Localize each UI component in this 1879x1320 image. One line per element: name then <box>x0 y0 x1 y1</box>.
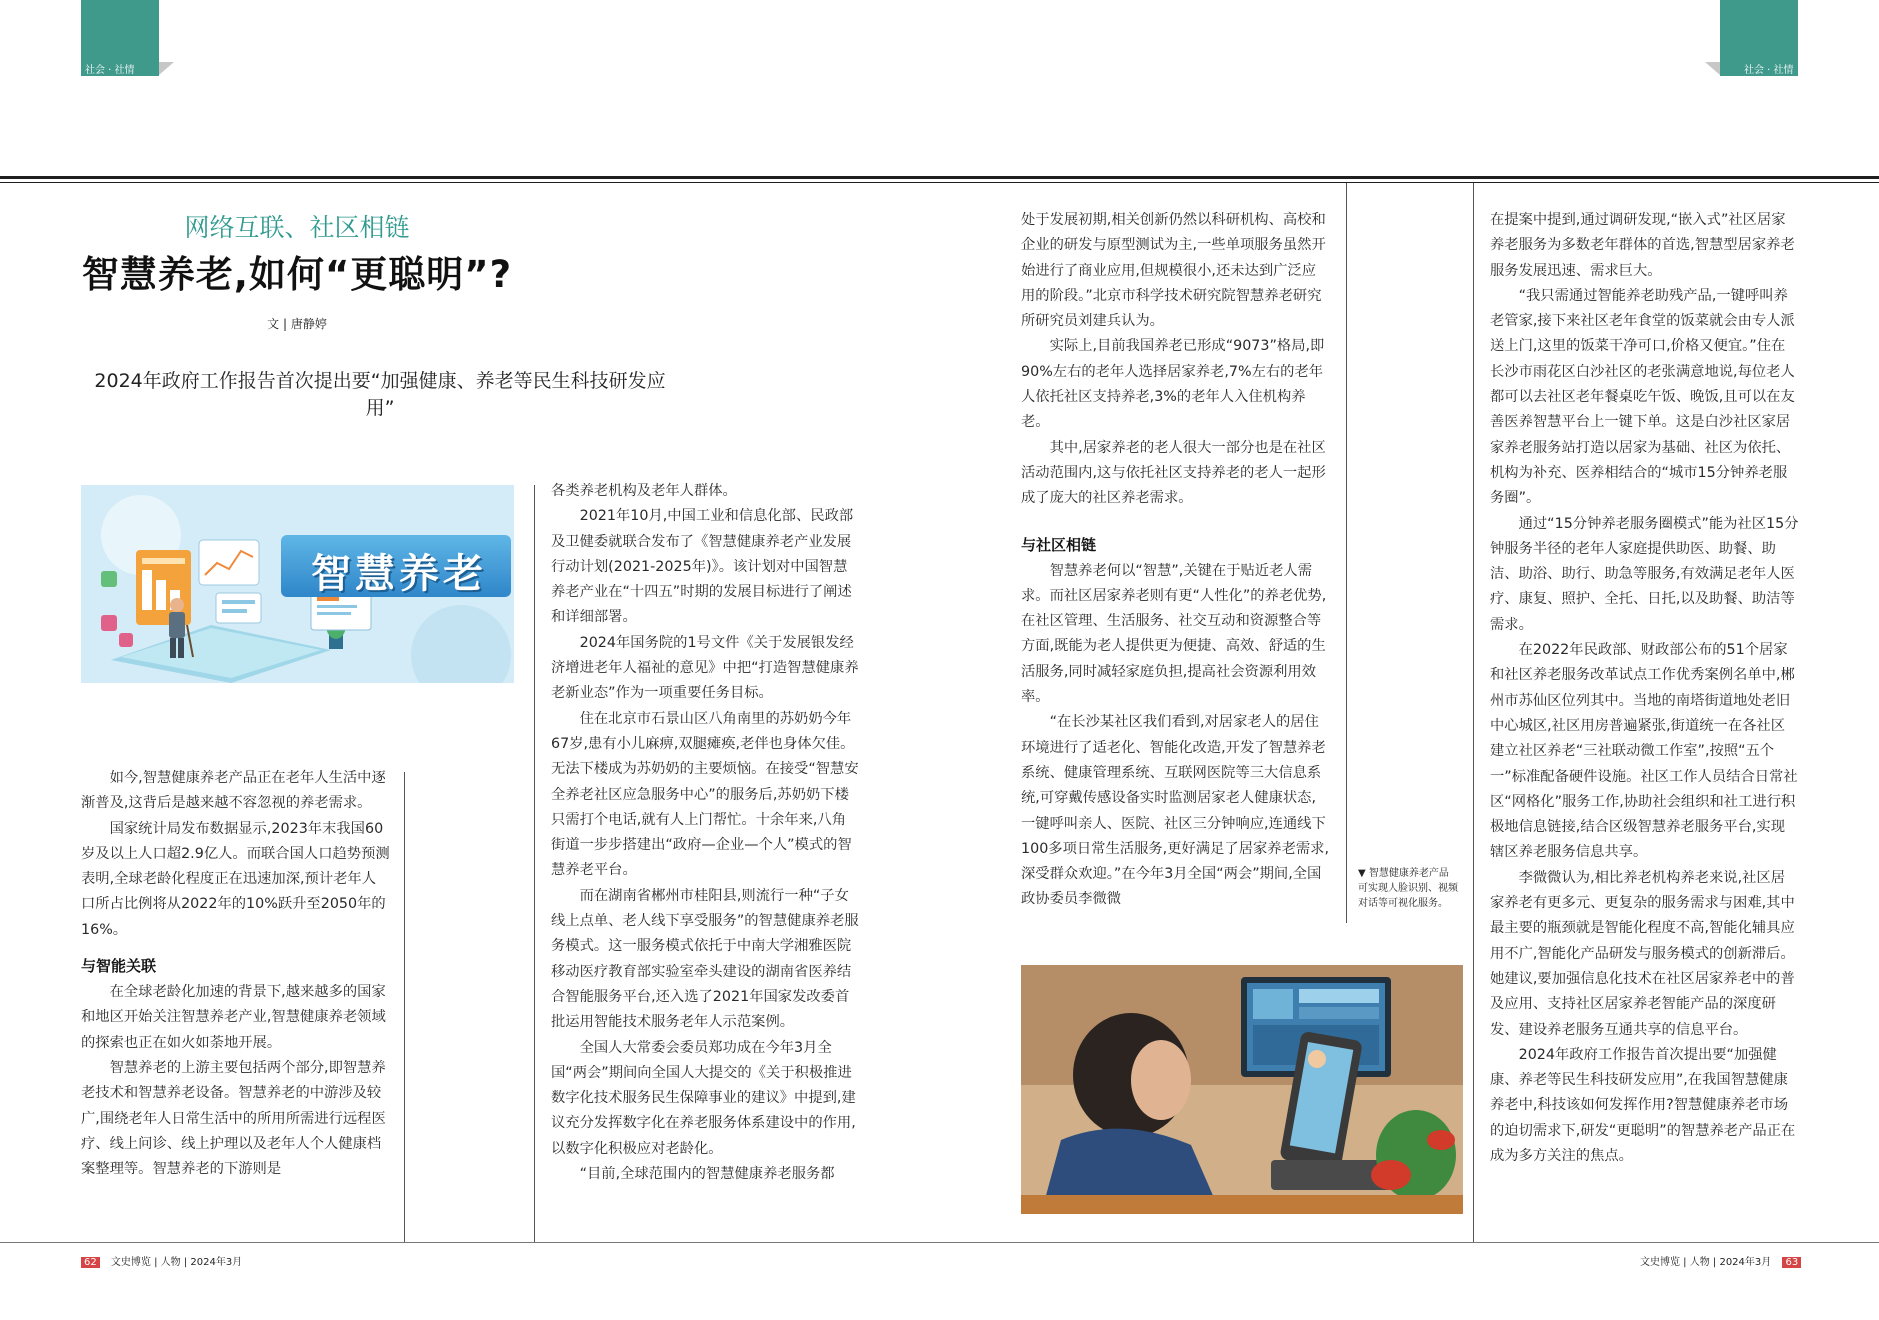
footer-rule <box>0 1242 1879 1243</box>
paragraph: 李微微认为,相比养老机构养老来说,社区居家养老有更多元、更复杂的服务需求与困难,其中最主要的瓶颈就是智能化程度不高,智能化辅具应用不广,智能化产品研发与服务模式的创新滞后。她建议,要加强信息化技术在社区居家养老中的普及应用、支持社区居家养老智能产品的深度研发、建设养老服务互通共享的信息平台。 <box>1490 869 1795 1038</box>
column-divider-1 <box>404 772 405 1242</box>
body-column-4 <box>1490 208 1799 1169</box>
header-rule-thin <box>0 182 1879 183</box>
header-rule-thick <box>0 176 1879 179</box>
footer-left <box>81 1253 242 1268</box>
article-dek: 2024年政府工作报告首次提出要“加强健康、养老等民生科技研发应用” <box>94 370 666 419</box>
section-heading: 与社区相链 <box>1021 535 1097 554</box>
caption-line: 可实现人脸识别、视频 <box>1358 883 1458 894</box>
paragraph: 2024年国务院的1号文件《关于发展银发经济增进老年人福祉的意见》中把“打造智慧健康养老新业态”作为一项重要任务目标。 <box>551 634 859 702</box>
footer-right-text: 文史博览 | 人物 | 2024年3月 <box>1640 1257 1772 1268</box>
paragraph: 全国人大常委会委员郑功成在今年3月全国“两会”期间向全国人大提交的《关于积极推进数字化技术服务民生保障事业的建议》中提到,建议充分发挥数字化在养老服务体系建设中的作用,以数字化积极应对老龄化。 <box>551 1039 856 1157</box>
column-divider-3 <box>1346 183 1347 923</box>
photo-caption <box>1358 866 1468 911</box>
section-label-right: 社会 · 社情 <box>1744 65 1794 76</box>
paragraph: 而在湖南省郴州市桂阳县,则流行一种“子女线上点单、老人线下享受服务”的智慧健康养老服务模式。这一服务模式依托于中南大学湘雅医院移动医疗教育部实验室牵头建设的湖南省医养结合智能服务平台,还入选了2021年国家发改委首批运用智能技术服务老年人示范案例。 <box>551 887 859 1031</box>
smart-elderly-care-illustration <box>81 485 514 683</box>
paragraph: 2024年政府工作报告首次提出要“加强健康、养老等民生科技研发应用”,在我国智慧健康养老中,科技该如何发挥作用?智慧健康养老市场的迫切需求下,研发“更聪明”的智慧养老产品正在成为多方关注的焦点。 <box>1490 1046 1796 1164</box>
section-tab-left <box>81 0 159 76</box>
section-label-left: 社会 · 社情 <box>85 65 135 76</box>
section-heading: 与智能关联 <box>81 957 157 976</box>
footer-right <box>1640 1253 1801 1268</box>
paragraph: 智慧养老的上游主要包括两个部分,即智慧养老技术和智慧养老设备。智慧养老的中游涉及较广,围绕老年人日常生活中的所用所需进行远程医疗、线上问诊、线上护理以及老年人个人健康档案整理等。智慧养老的下游则是 <box>81 1059 386 1178</box>
elderly-using-kiosk-photo <box>1021 965 1463 1214</box>
column-divider-2 <box>534 485 535 1242</box>
footer-left-text: 文史博览 | 人物 | 2024年3月 <box>110 1257 243 1268</box>
body-column-3 <box>1021 208 1330 913</box>
article-kicker: 网络互联、社区相链 <box>184 213 410 242</box>
column-divider-4 <box>1473 183 1474 1242</box>
paragraph: 通过“15分钟养老服务圈模式”能为社区15分钟服务半径的老年人家庭提供助医、助餐、助洁、助浴、助行、助急等服务,有效满足老年人医疗、康复、照护、全托、日托,以及助餐、助洁等需求。 <box>1490 515 1799 633</box>
article-headline: 智慧养老,如何“更聪明”? <box>81 253 513 296</box>
section-tab-right <box>1720 0 1798 76</box>
paragraph: 国家统计局发布数据显示,2023年末我国60岁及以上人口超2.9亿人。而联合国人口趋势预测表明,全球老龄化程度正在迅速加深,预计老年人口所占比例将从2022年的10%跃升至2050年的16%。 <box>81 820 390 938</box>
paragraph: 其中,居家养老的老人很大一部分也是在社区活动范围内,这与依托社区支持养老的老人一起形成了庞大的社区养老需求。 <box>1021 439 1326 507</box>
article-byline: 文 | 唐静婷 <box>267 317 327 331</box>
tab-corner-right <box>1705 62 1720 75</box>
paragraph: “在长沙某社区我们看到,对居家老人的居住环境进行了适老化、智能化改造,开发了智慧养老系统、健康管理系统、互联网医院等三大信息系统,可穿戴传感设备实时监测居家老人健康状态,一键呼叫亲人、医院、社区三分钟响应,连通线下100多项日常生活服务,更好满足了居家养老需求,深受群众欢迎。”在今年3月全国“两会”期间,全国政协委员李微微 <box>1021 714 1330 908</box>
paragraph: 住在北京市石景山区八角南里的苏奶奶今年67岁,患有小儿麻痹,双腿瘫痪,老伴也身体欠佳。无法下楼成为苏奶奶的主要烦恼。在接受“智慧安全养老社区应急服务中心”的服务后,苏奶奶下楼只需打个电话,就有人上门帮忙。十余年来,八角街道一步步搭建出“政府—企业—个人”模式的智慧养老平台。 <box>551 710 859 879</box>
paragraph: 智慧养老何以“智慧”,关键在于贴近老人需求。而社区居家养老则有更“人性化”的养老优势,在社区管理、生活服务、社交互动和资源整合等方面,既能为老人提供更为便捷、高效、舒适的生活服务,同时减轻家庭负担,提高社会资源利用效率。 <box>1021 562 1327 706</box>
caption-line: ▼ 智慧健康养老产品 <box>1358 868 1449 879</box>
body-column-2 <box>551 479 860 1187</box>
paragraph: “目前,全球范围内的智慧健康养老服务都 <box>579 1166 835 1183</box>
illustration-overlay-text: 智慧养老 <box>311 551 487 597</box>
body-column-1 <box>81 766 390 1182</box>
page-number-left: 62 <box>81 1257 100 1268</box>
paragraph: 2021年10月,中国工业和信息化部、民政部及卫健委就联合发布了《智慧健康养老产业发展行动计划(2021-2025年)》。该计划对中国智慧养老产业在“十四五”时期的发展目标进行了阐述和详细部署。 <box>551 508 854 626</box>
paragraph: 处于发展初期,相关创新仍然以科研机构、高校和企业的研发与原型测试为主,一些单项服务虽然开始进行了商业应用,但规模很小,还未达到广泛应用的阶段。”北京市科学技术研究院智慧养老研究所研究员刘建兵认为。 <box>1021 212 1326 330</box>
paragraph: 在全球老龄化加速的背景下,越来越多的国家和地区开始关注智慧养老产业,智慧健康养老领域的探索也正在如火如荼地开展。 <box>81 984 386 1051</box>
paragraph: 如今,智慧健康养老产品正在老年人生活中逐渐普及,这背后是越来越不容忽视的养老需求。 <box>81 770 386 812</box>
caption-line: 对话等可视化服务。 <box>1358 898 1448 909</box>
tab-corner-left <box>159 62 174 75</box>
paragraph: “我只需通过智能养老助残产品,一键呼叫养老管家,接下来社区老年食堂的饭菜就会由专人派送上门,这里的饭菜干净可口,价格又便宜。”住在长沙市雨花区白沙社区的老张满意地说,每位老人都可以去社区老年餐桌吃午饭、晚饭,且可以在友善医养智慧平台上一键下单。这是白沙社区家居家养老服务站打造以居家为基础、社区为依托、机构为补充、医养相结合的“城市15分钟养老服务圈”。 <box>1490 287 1795 507</box>
paragraph: 在提案中提到,通过调研发现,“嵌入式”社区居家养老服务为多数老年群体的首选,智慧型居家养老服务发展迅速、需求巨大。 <box>1490 212 1795 279</box>
photo-graphic <box>1021 965 1463 1214</box>
page-number-right: 63 <box>1782 1257 1801 1268</box>
paragraph: 在2022年民政部、财政部公布的51个居家和社区养老服务改革试点工作优秀案例名单中,郴州市苏仙区位列其中。当地的南塔街道地处老旧中心城区,社区用房普遍紧张,街道统一在各社区建立社区养老“三社联动微工作室”,按照“五个一”标准配备硬件设施。社区工作人员结合日常社区“网格化”服务工作,协助社会组织和社工进行积极地信息链接,结合区级智慧养老服务平台,实现辖区养老服务信息共享。 <box>1490 642 1798 861</box>
paragraph: 实际上,目前我国养老已形成“9073”格局,即90%左右的老年人选择居家养老,7%左右的老年人依托社区支持养老,3%的老年人入住机构养老。 <box>1021 338 1325 431</box>
paragraph: 各类养老机构及老年人群体。 <box>551 483 737 499</box>
